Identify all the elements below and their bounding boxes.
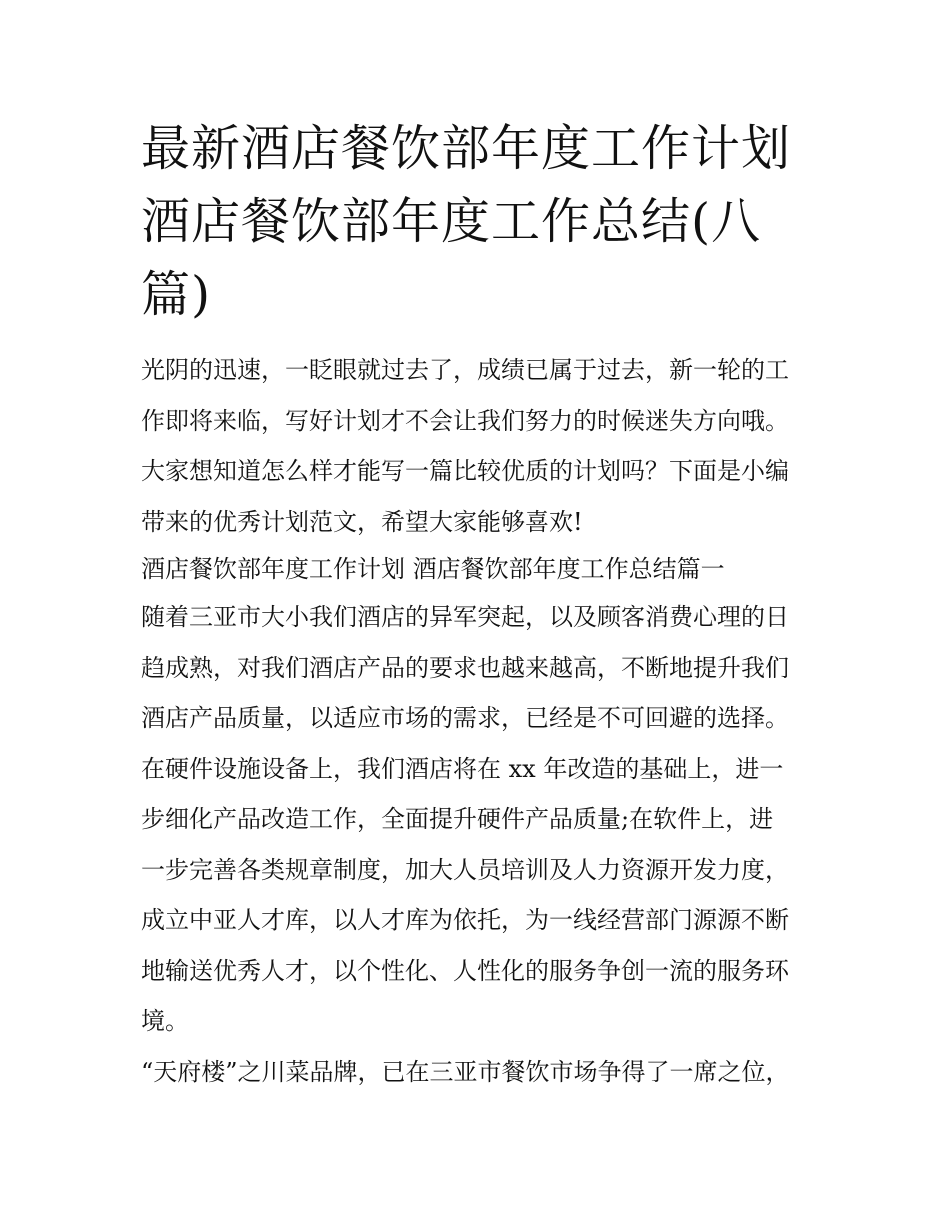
text-line: 趋成熟，对我们酒店产品的要求也越来越高，不断地提升我们 [141,653,789,682]
title-line: 篇) [141,266,212,323]
text-line: 成立中亚人才库，以人才库为依托，为一线经营部门源源不断 [141,906,789,934]
document-page [141,112,813,1097]
text-line: 步细化产品改造工作，全面提升硬件产品质量;在软件上，进 [141,805,774,833]
text-line: 一步完善各类规章制度，加大人员培训及人力资源开发力度， [141,855,789,884]
intro-paragraph [141,345,813,547]
document-title [141,112,813,331]
text-line: 带来的优秀计划范文，希望大家能够喜欢! [141,507,583,536]
section-heading: 酒店餐饮部年度工作计划 酒店餐饮部年度工作总结篇一 [141,555,725,583]
text-line: 在硬件设施设备上，我们酒店将在 xx 年改造的基础上，进一 [141,754,784,783]
section-heading-paragraph [141,547,813,592]
title-line: 酒店餐饮部年度工作总结(八 [141,193,762,250]
text-line: 大家想知道怎么样才能写一篇比较优质的计划吗？下面是小编 [141,457,789,485]
next-paragraph [141,1047,813,1098]
body-paragraph [141,592,813,1047]
text-line: 光阴的迅速，一眨眼就过去了，成绩已属于过去，新一轮的工 [141,356,789,384]
title-line: 最新酒店餐饮部年度工作计划 [141,120,792,177]
text-line: 随着三亚市大小我们酒店的异军突起，以及顾客消费心理的日 [141,603,789,631]
text-line: “天府楼”之川菜品牌，已在三亚市餐饮市场争得了一席之位， [141,1057,790,1086]
text-line: 地输送优秀人才，以个性化、人性化的服务争创一流的服务环 [141,956,789,985]
text-line: 作即将来临，写好计划才不会让我们努力的时候迷失方向哦。 [141,406,789,435]
text-line: 境。 [141,1007,189,1035]
text-line: 酒店产品质量，以适应市场的需求，已经是不可回避的选择。 [141,704,789,732]
